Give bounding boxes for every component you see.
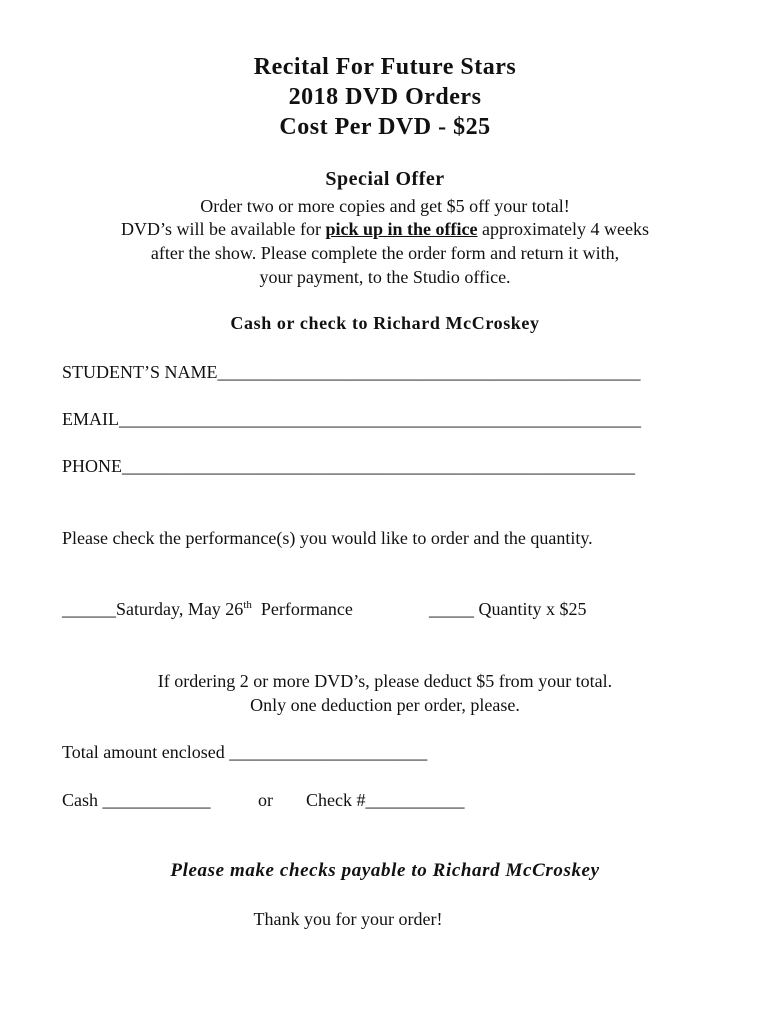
performance-label: Saturday, May 26th Performance [116,599,353,619]
payable-note: Please make checks payable to Richard McCroskey [170,860,600,881]
check-number-field[interactable] [306,790,464,811]
offer-text-post: approximately 4 weeks [477,219,649,239]
discount-line-1: If ordering 2 or more DVD’s, please deduct $5 from your total. [157,671,613,691]
total-field[interactable] [62,742,427,763]
pickup-emphasis: pick up in the office [325,219,478,239]
quantity-field[interactable] [429,599,587,620]
payee-line: Cash or check to Richard McCroskey [230,313,540,333]
offer-text-line-2 [0,219,770,240]
offer-text-line-1: Order two or more copies and get $5 off your total! [200,196,570,216]
total-blank[interactable]: ______________________ [229,742,428,762]
email-field[interactable] [62,409,641,430]
total-label: Total amount enclosed [62,742,230,762]
email-label: EMAIL [62,409,119,429]
student-name-field[interactable] [62,362,641,383]
email-blank[interactable]: __________________________________________________________ [119,409,641,429]
price-heading: Cost Per DVD - $25 [279,114,491,140]
or-text: or [258,790,273,810]
phone-blank[interactable]: _________________________________________________________ [122,456,636,476]
cash-field[interactable] [62,790,211,811]
check-number-label: Check # [306,790,366,810]
offer-text-line-4: your payment, to the Studio office. [259,267,511,287]
form-subtitle: 2018 DVD Orders [288,84,482,110]
special-offer-heading: Special Offer [325,168,445,190]
check-number-blank[interactable]: ___________ [365,790,465,810]
form-title: Recital For Future Stars [253,54,517,80]
offer-text-pre: DVD’s will be available for [121,219,326,239]
cash-blank[interactable]: ____________ [102,790,211,810]
student-name-blank[interactable]: _______________________________________________ [217,362,641,382]
cash-label: Cash [62,790,103,810]
thank-you-text: Thank you for your order! [253,909,443,929]
student-name-label: STUDENT’S NAME [62,362,218,382]
phone-field[interactable] [62,456,635,477]
quantity-blank[interactable]: _____ [429,599,474,619]
performance-check-blank[interactable]: ______ [62,599,116,619]
performance-option[interactable] [62,599,353,620]
discount-line-2: Only one deduction per order, please. [250,695,520,715]
phone-label: PHONE [62,456,123,476]
instructions-text: Please check the performance(s) you would like to order and the quantity. [62,528,593,548]
quantity-label: Quantity x $25 [474,599,587,619]
offer-text-line-3: after the show. Please complete the order form and return it with, [150,243,620,263]
